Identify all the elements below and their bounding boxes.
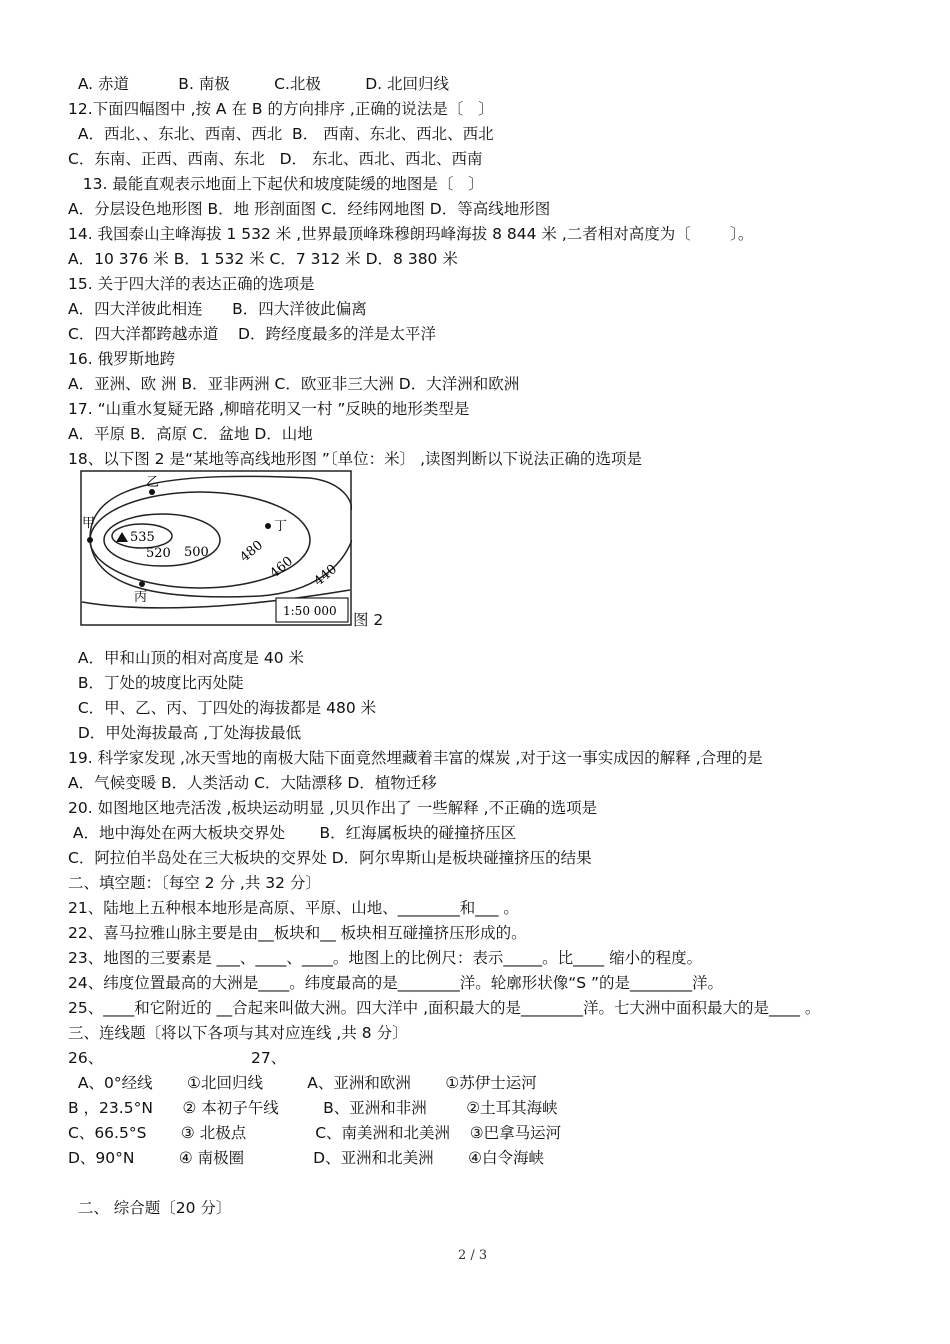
text-line: A．10 376 米 B．1 532 米 C．7 312 米 D．8 380 米 xyxy=(68,250,458,268)
map-scale: 1:50 000 xyxy=(283,604,337,618)
text-line: D．甲处海拔最高 ,丁处海拔最低 xyxy=(68,724,302,742)
text-line: A．地中海处在两大板块交界处 B．红海属板块的碰撞挤压区 xyxy=(68,824,517,842)
text-line: 14. 我国泰山主峰海拔 1 532 米 ,世界最顶峰珠穆朗玛峰海拔 8 844 米 ,二者相对高度为〔 〕。 xyxy=(68,225,754,243)
text-line: 19. 科学家发现 ,冰天雪地的南极大陆下面竟然埋藏着丰富的煤炭 ,对于这一事实成因的解释 ,合理的是 xyxy=(68,749,763,767)
text-line: 25、____和它附近的 __合起来叫做大洲。四大洋中 ,面积最大的是________洋。七大洲中面积最大的是____ 。 xyxy=(68,999,821,1017)
label-yi: 乙 xyxy=(146,475,160,490)
page-number: 2 / 3 xyxy=(458,1248,488,1263)
text-line: 21、陆地上五种根本地形是高原、平原、山地、________和___ 。 xyxy=(68,899,519,917)
text-line: 15. 关于四大洋的表达正确的选项是 xyxy=(68,275,315,293)
text-line: A. 赤道 B. 南极 C.北极 D. 北回归线 xyxy=(68,75,450,93)
text-line: 16. 俄罗斯地跨 xyxy=(68,350,176,368)
label-440: 440 xyxy=(311,561,341,590)
text-line: 22、喜马拉雅山脉主要是由__板块和__ 板块相互碰撞挤压形成的。 xyxy=(68,924,527,942)
text-line: 24、纬度位置最高的大洲是____。纬度最高的是________洋。轮廓形状像“S ”的是________洋。 xyxy=(68,974,724,992)
point-jia xyxy=(87,537,93,543)
figure-caption: 图 2 xyxy=(353,611,384,629)
text-line: 23、地图的三要素是 ___、____、____。地图上的比例尺：表示_____。比____ 缩小的程度。 xyxy=(68,949,703,967)
label-peak: 535 xyxy=(130,530,155,545)
section-heading: 三、连线题〔将以下各项与其对应连线 ,共 8 分〕 xyxy=(68,1024,408,1042)
text-line: C．东南、正西、西南、东北 D． 东北、西北、西北、西南 xyxy=(68,150,483,168)
text-line: 12.下面四幅图中 ,按 A 在 B 的方向排序 ,正确的说法是〔 〕 xyxy=(68,100,494,118)
text-line: B．丁处的坡度比丙处陡 xyxy=(68,674,244,692)
text-line: 17. “山重水复疑无路 ,柳暗花明又一村 ”反映的地形类型是 xyxy=(68,400,470,418)
label-ding: 丁 xyxy=(274,519,288,534)
label-520: 520 xyxy=(146,546,171,561)
text-line: C、66.5°S ③ 北极点 C、南美洲和北美洲 ③巴拿马运河 xyxy=(68,1124,562,1142)
label-500: 500 xyxy=(184,545,209,560)
point-bing xyxy=(139,581,145,587)
section-heading: 二、 综合题〔20 分〕 xyxy=(68,1199,232,1217)
label-bing: 丙 xyxy=(134,590,148,605)
text-line: 26、 27、 xyxy=(68,1049,287,1067)
text-line: C．四大洋都跨越赤道 D．跨经度最多的洋是太平洋 xyxy=(68,325,436,343)
point-ding xyxy=(265,523,271,529)
label-jia: 甲 xyxy=(82,516,96,531)
text-line: 20. 如图地区地壳活泼 ,板块运动明显 ,贝贝作出了 一些解释 ,不正确的选项是 xyxy=(68,799,598,817)
text-line: C．阿拉伯半岛处在三大板块的交界处 D．阿尔卑斯山是板块碰撞挤压的结果 xyxy=(68,849,592,867)
label-480: 480 xyxy=(237,537,267,566)
section-heading: 二、填空题：〔每空 2 分 ,共 32 分〕 xyxy=(68,874,321,892)
text-line: A、0°经线 ①北回归线 A、亚洲和欧洲 ①苏伊士运河 xyxy=(68,1074,537,1092)
text-line: A．亚洲、欧 洲 B．亚非两洲 C．欧亚非三大洲 D．大洋洲和欧洲 xyxy=(68,375,520,393)
text-line: A．气候变暖 B．人类活动 C．大陆漂移 D．植物迁移 xyxy=(68,774,437,792)
text-line: 18、以下图 2 是“某地等高线地形图 ”〔单位：米〕 ,读图判断以下说法正确的选项是 xyxy=(68,450,643,468)
text-line: A．分层设色地形图 B．地 形剖面图 C．经纬网地图 D．等高线地形图 xyxy=(68,200,551,218)
text-line: B ，23.5°N ② 本初子午线 B、亚洲和非洲 ②土耳其海峡 xyxy=(68,1099,558,1117)
text-line: A．四大洋彼此相连 B．四大洋彼此偏离 xyxy=(68,300,367,318)
contour-map-figure xyxy=(80,470,352,626)
text-line: A．西北、、东北、西南、西北 B． 西南、东北、西北、西北 xyxy=(68,125,494,143)
text-line: 13. 最能直观表示地面上下起伏和坡度陡缓的地图是〔 〕 xyxy=(68,175,484,193)
label-460: 460 xyxy=(267,553,297,582)
text-line: A．甲和山顶的相对高度是 40 米 xyxy=(68,649,305,667)
text-line: C．甲、乙、丙、丁四处的海拔都是 480 米 xyxy=(68,699,377,717)
text-line: A．平原 B．高原 C．盆地 D．山地 xyxy=(68,425,313,443)
text-line: D、90°N ④ 南极圈 D、亚洲和北美洲 ④白令海峡 xyxy=(68,1149,544,1167)
